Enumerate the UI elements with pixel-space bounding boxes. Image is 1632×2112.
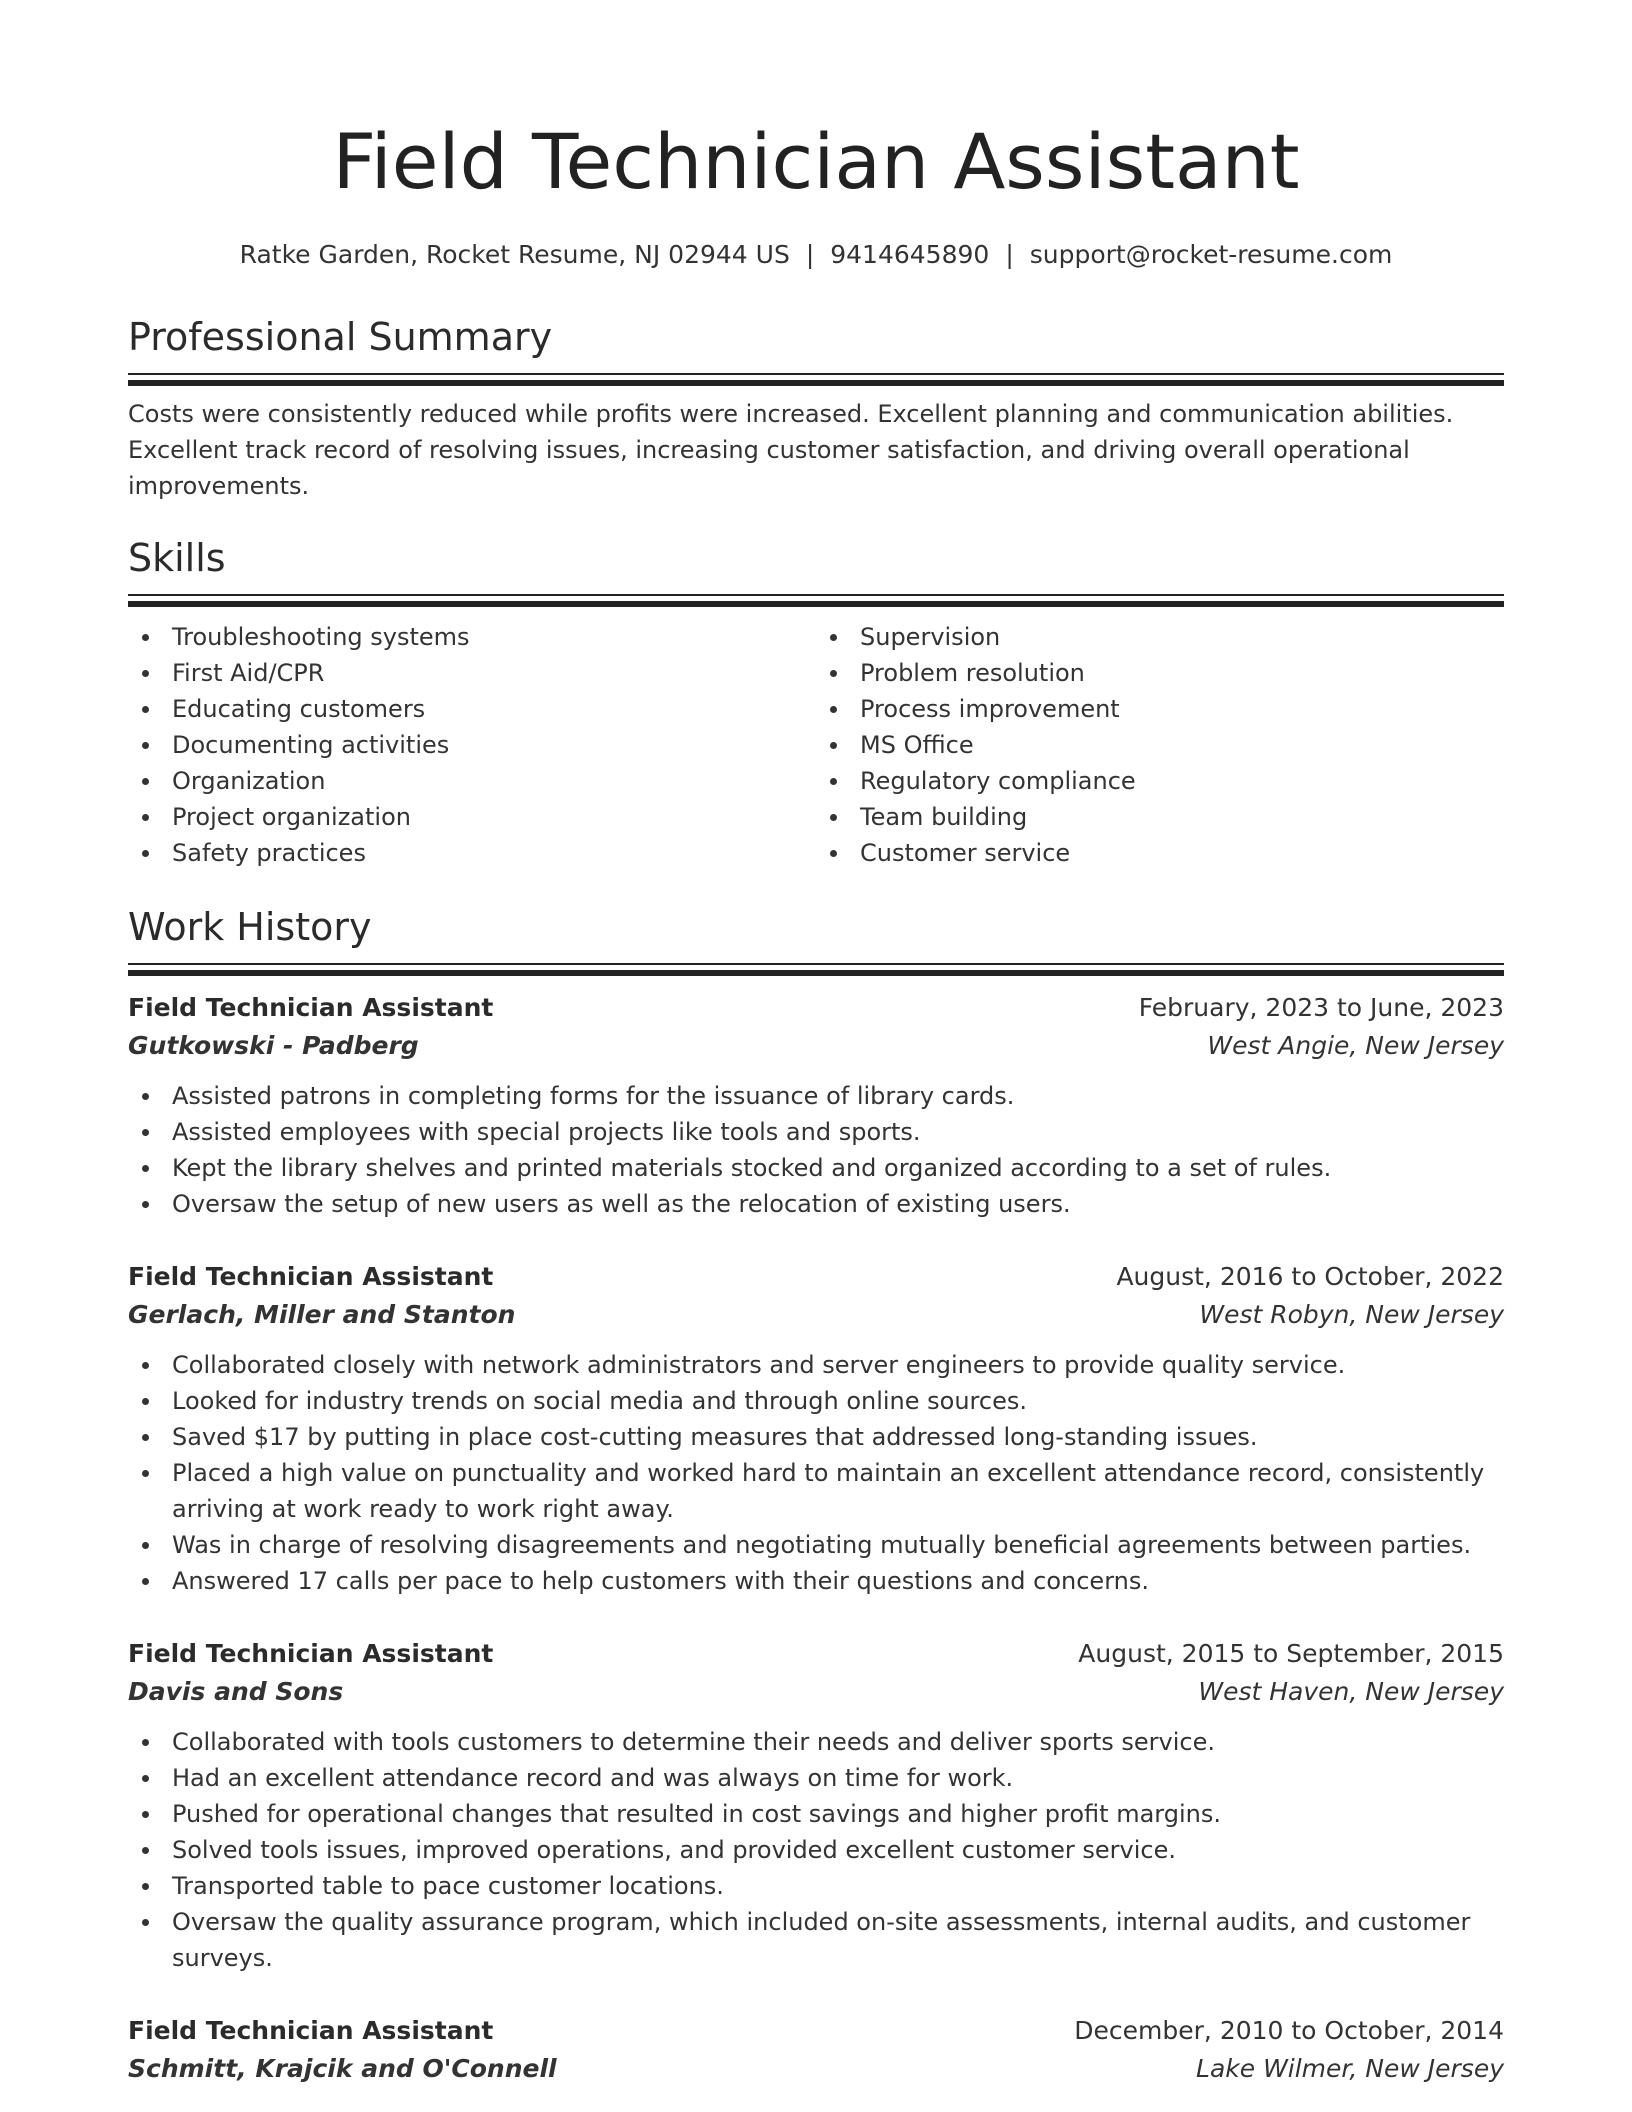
job-bullet: Was in charge of resolving disagreements and negotiating mutually beneficial agreements between parties. [172, 1527, 1504, 1563]
job-header [128, 1259, 1504, 1295]
job-header [128, 990, 1504, 1026]
skills-section [128, 535, 1504, 871]
job-location: West Angie, New Jersey [1207, 1031, 1504, 1060]
heading-rule-thick [128, 380, 1504, 386]
job-company: Gerlach, Miller and Stanton [128, 1300, 516, 1329]
job-bullet: Solved tools issues, improved operations, and provided excellent customer service. [172, 1832, 1504, 1868]
job-dates: December, 2010 to October, 2014 [1074, 2016, 1504, 2045]
job-title: Field Technician Assistant [128, 1262, 494, 1291]
job-bullet: Oversaw the quality assurance program, which included on-site assessments, internal audits, and customer surveys. [172, 1904, 1504, 1976]
job-location: West Robyn, New Jersey [1199, 1300, 1504, 1329]
job-dates: August, 2016 to October, 2022 [1116, 1262, 1504, 1291]
skill-item: Supervision [860, 619, 1504, 655]
job-subheader [128, 1672, 1504, 1712]
job-header [128, 1636, 1504, 1672]
work-heading: Work History [128, 905, 372, 949]
skill-item: Problem resolution [860, 655, 1504, 691]
heading-rule-thick [128, 970, 1504, 976]
skill-item: MS Office [860, 727, 1504, 763]
heading-rule-thick [128, 601, 1504, 607]
job-bullet: Assisted patrons in completing forms for the issuance of library cards. [172, 1078, 1504, 1114]
job-location: West Haven, New Jersey [1198, 1677, 1504, 1706]
job-location: Lake Wilmer, New Jersey [1196, 2054, 1504, 2083]
job-subheader [128, 1295, 1504, 1335]
job-bullets [128, 1724, 1504, 1976]
contact-separator: | [805, 240, 815, 269]
skills-heading: Skills [128, 536, 226, 580]
skill-item: Team building [860, 799, 1504, 835]
job-bullet: Placed a high value on punctuality and worked hard to maintain an excellent attendance record, consistently arriving at work ready to work right away. [172, 1455, 1504, 1527]
job-dates: February, 2023 to June, 2023 [1138, 993, 1504, 1022]
skill-item: Safety practices [172, 835, 816, 871]
summary-text: Costs were consistently reduced while profits were increased. Excellent planning and communication abilities. Excellent track record of resolving issues, increasing customer satisfaction, and driving overall operational improvements. [128, 400, 1454, 500]
skill-item: Process improvement [860, 691, 1504, 727]
job-bullet: Pushed for operational changes that resulted in cost savings and higher profit margins. [172, 1796, 1504, 1832]
contact-separator: | [1005, 240, 1014, 269]
job-bullet: Assisted employees with special projects like tools and sports. [172, 1114, 1504, 1150]
job-bullet: Oversaw the setup of new users as well as the relocation of existing users. [172, 1186, 1504, 1222]
job-entry [128, 990, 1504, 1222]
job-bullet: Collaborated with tools customers to determine their needs and deliver sports service. [172, 1724, 1504, 1760]
heading-rule [128, 963, 1504, 965]
contact-email: support@rocket-resume.com [1029, 240, 1393, 269]
summary-section [128, 314, 1504, 504]
resume-title: Field Technician Assistant [332, 117, 1300, 206]
skill-item: Educating customers [172, 691, 816, 727]
job-bullets [128, 1078, 1504, 1222]
contact-address: Ratke Garden, Rocket Resume, NJ 02944 US [239, 240, 790, 269]
job-company: Davis and Sons [128, 1677, 344, 1706]
skill-item: Customer service [860, 835, 1504, 871]
heading-rule [128, 373, 1504, 375]
skill-item: Documenting activities [172, 727, 816, 763]
job-bullet: Answered 17 calls per pace to help customers with their questions and concerns. [172, 1563, 1504, 1599]
job-title: Field Technician Assistant [128, 2016, 494, 2045]
heading-rule [128, 594, 1504, 596]
job-dates: August, 2015 to September, 2015 [1078, 1639, 1504, 1668]
job-title: Field Technician Assistant [128, 993, 494, 1022]
contact-phone: 9414645890 [830, 240, 990, 269]
job-company: Gutkowski - Padberg [128, 1031, 419, 1060]
summary-heading: Professional Summary [128, 315, 553, 359]
skill-item: Regulatory compliance [860, 763, 1504, 799]
job-bullet: Collaborated closely with network administrators and server engineers to provide quality service. [172, 1347, 1504, 1383]
job-subheader [128, 2049, 1504, 2089]
skill-item: Organization [172, 763, 816, 799]
job-entry [128, 1259, 1504, 1599]
job-bullet: Kept the library shelves and printed materials stocked and organized according to a set of rules. [172, 1150, 1504, 1186]
work-section [128, 904, 1504, 976]
contact-line [128, 240, 1504, 270]
job-title: Field Technician Assistant [128, 1639, 494, 1668]
job-subheader [128, 1026, 1504, 1066]
job-bullet: Had an excellent attendance record and was always on time for work. [172, 1760, 1504, 1796]
job-bullets [128, 1347, 1504, 1599]
job-bullet: Transported table to pace customer locations. [172, 1868, 1504, 1904]
skills-list-left [128, 619, 816, 871]
skill-item: First Aid/CPR [172, 655, 816, 691]
job-bullet: Looked for industry trends on social media and through online sources. [172, 1383, 1504, 1419]
job-entry [128, 2013, 1504, 2089]
skills-list-right [816, 619, 1504, 871]
skill-item: Project organization [172, 799, 816, 835]
job-header [128, 2013, 1504, 2049]
skill-item: Troubleshooting systems [172, 619, 816, 655]
job-entry [128, 1636, 1504, 1976]
job-company: Schmitt, Krajcik and O'Connell [128, 2054, 557, 2083]
skills-columns [128, 619, 1504, 871]
job-bullet: Saved $17 by putting in place cost-cutting measures that addressed long-standing issues. [172, 1419, 1504, 1455]
